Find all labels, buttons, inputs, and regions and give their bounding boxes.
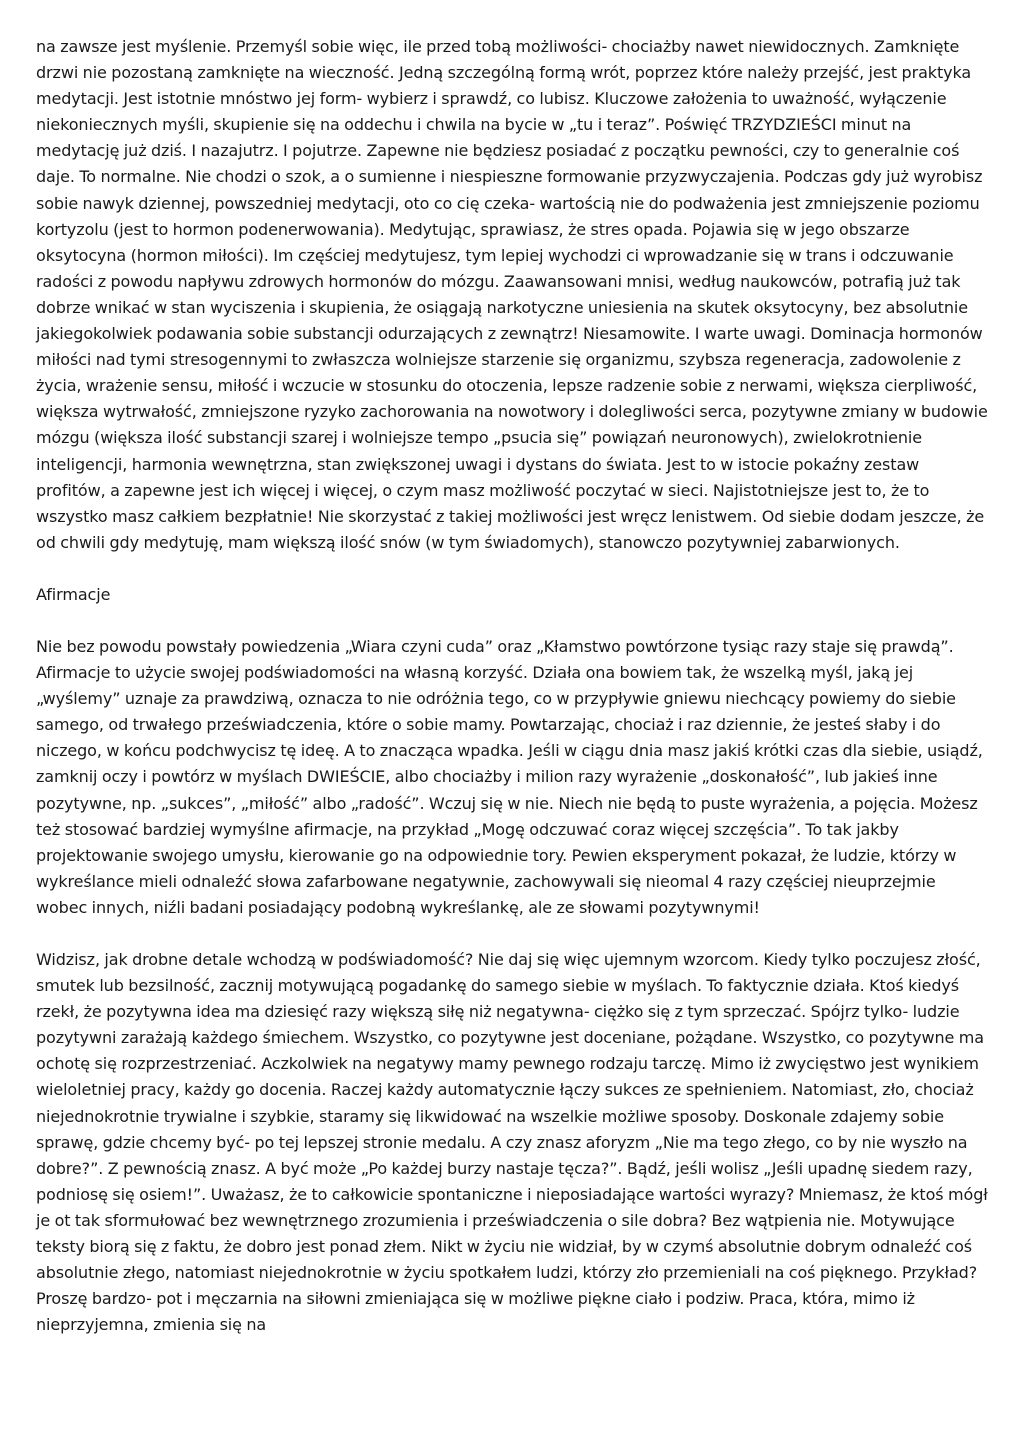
paragraph-gap xyxy=(36,556,990,582)
paragraph-gap xyxy=(36,921,990,947)
paragraph-subconscious: Widzisz, jak drobne detale wchodzą w podświadomość? Nie daj się więc ujemnym wzorcom. Kiedy tylko poczujesz złość, smutek lub bezsilność, zacznij motywującą pogadankę do samego siebie w myślach. To faktycznie działa. Ktoś kiedyś rzekł, że pozytywna idea ma dziesięć razy większą siłę niż negatywna- ciężko się z tym sprzeczać. Spójrz tylko- ludzie pozytywni zarażają każdego śmiechem. Wszystko, co pozytywne jest doceniane, pożądane. Wszystko, co pozytywne ma ochotę się rozprzestrzeniać. Aczkolwiek na negatywy mamy pewnego rodzaju tarczę. Mimo iż zwycięstwo jest wynikiem wieloletniej pracy, każdy go docenia. Raczej każdy automatycznie łączy sukces ze spełnieniem. Natomiast, zło, chociaż niejednokrotnie trywialne i szybkie, staramy się likwidować na wszelkie możliwe sposoby. Doskonale zdajemy sobie sprawę, gdzie chcemy być- po tej lepszej stronie medalu. A czy znasz aforyzm „Nie ma tego złego, co by nie wyszło na dobre?”. Z pewnością znasz. A być może „Po każdej burzy nastaje tęcza?”. Bądź, jeśli wolisz „Jeśli upadnę siedem razy, podniosę się osiem!”. Uważasz, że to całkowicie spontaniczne i nieposiadające wartości wyrazy? Mniemasz, że ktoś mógł je ot tak sformułować bez wewnętrznego zrozumienia i przeświadczenia o sile dobra? Bez wątpienia nie. Motywujące teksty biorą się z faktu, że dobro jest ponad złem. Nikt w życiu nie widział, by w czymś absolutnie dobrym odnaleźć coś absolutnie złego, natomiast niejednokrotnie w życiu spotkałem ludzi, którzy zło przemieniali na coś pięknego. Przykład? Proszę bardzo- pot i męczarnia na siłowni zmieniająca się w możliwe piękne ciało i podziw. Praca, która, mimo iż nieprzyjemna, zmienia się na xyxy=(36,950,988,1335)
paragraph-gap xyxy=(36,608,990,634)
paragraph-affirmations: Nie bez powodu powstały powiedzenia „Wiara czyni cuda” oraz „Kłamstwo powtórzone tysiąc razy staje się prawdą”. Afirmacje to użycie swojej podświadomości na własną korzyść. Działa ona bowiem tak, że wszelką myśl, jaką jej „wyślemy” uznaje za prawdziwą, oznacza to nie odróżnia tego, co w przypływie gniewu niechcący powiemy do siebie samego, od trwałego przeświadczenia, które o sobie mamy. Powtarzając, chociaż i raz dziennie, że jesteś słaby i do niczego, w końcu podchwycisz tę ideę. A to znacząca wpadka. Jeśli w ciągu dnia masz jakiś krótki czas dla siebie, usiądź, zamknij oczy i powtórz w myślach DWIEŚCIE, albo chociażby i milion razy wyrażenie „doskonałość”, lub jakieś inne pozytywne, np. „sukces”, „miłość” albo „radość”. Wczuj się w nie. Niech nie będą to puste wyrażenia, a pojęcia. Możesz też stosować bardziej wymyślne afirmacje, na przykład „Mogę odczuwać coraz więcej szczęścia”. To tak jakby projektowanie swojego umysłu, kierowanie go na odpowiednie tory. Pewien eksperyment pokazał, że ludzie, którzy w wykreślance mieli odnaleźć słowa zafarbowane negatywnie, zachowywali się nieomal 4 razy częściej nieuprzejmie wobec innych, niźli badani posiadający podobną wykreślankę, ale ze słowami pozytywnymi! xyxy=(36,636,983,917)
paragraph-meditation: na zawsze jest myślenie. Przemyśl sobie więc, ile przed tobą możliwości- chociażby nawet niewidocznych. Zamknięte drzwi nie pozostaną zamknięte na wieczność. Jedną szczególną formą wrót, poprzez które należy przejść, jest praktyka medytacji. Jest istotnie mnóstwo jej form- wybierz i sprawdź, co lubisz. Kluczowe założenia to uważność, wyłączenie niekoniecznych myśli, skupienie się na oddechu i chwila na bycie w „tu i teraz”. Poświęć TRZYDZIEŚCI minut na medytację już dziś. I nazajutrz. I pojutrze. Zapewne nie będziesz posiadać z początku pewności, czy to generalnie coś daje. To normalne. Nie chodzi o szok, a o sumienne i niespieszne formowanie przyzwyczajenia. Podczas gdy już wyrobisz sobie nawyk dziennej, powszedniej medytacji, oto co cię czeka- wartością nie do podważenia jest zmniejszenie poziomu kortyzolu (jest to hormon podenerwowania). Medytując, sprawiasz, że stres opada. Pojawia się w jego obszarze oksytocyna (hormon miłości). Im częściej medytujesz, tym lepiej wychodzi ci wprowadzanie się w trans i odczuwanie radości z powodu napływu zdrowych hormonów do mózgu. Zaawansowani mnisi, według naukowców, potrafią już tak dobrze wnikać w stan wyciszenia i skupienia, że osiągają narkotyczne uniesienia na skutek oksytocyny, bez absolutnie jakiegokolwiek podawania sobie substancji odurzających z zewnątrz! Niesamowite. I warte uwagi. Dominacja hormonów miłości nad tymi stresogennymi to zwłaszcza wolniejsze starzenie się organizmu, szybsza regeneracja, zadowolenie z życia, wrażenie sensu, miłość i wczucie w stosunku do otoczenia, lepsze radzenie sobie z nerwami, większa cierpliwość, większa wytrwałość, zmniejszone ryzyko zachorowania na nowotwory i dolegliwości serca, pozytywne zmiany w budowie mózgu (większa ilość substancji szarej i wolniejsze tempo „psucia się” powiązań neuronowych), zwielokrotnienie inteligencji, harmonia wewnętrzna, stan zwiększonej uwagi i dystans do świata. Jest to w istocie pokaźny zestaw profitów, a zapewne jest ich więcej i więcej, o czym masz możliwość poczytać w sieci. Najistotniejsze jest to, że to wszystko masz całkiem bezpłatnie! Nie skorzystać z takiej możliwości jest wręcz lenistwem. Od siebie dodam jeszcze, że od chwili gdy medytuję, mam większą ilość snów (w tym świadomych), stanowczo pozytywniej zabarwionych. xyxy=(36,37,988,552)
section-heading-afirmacje: Afirmacje xyxy=(36,584,111,604)
